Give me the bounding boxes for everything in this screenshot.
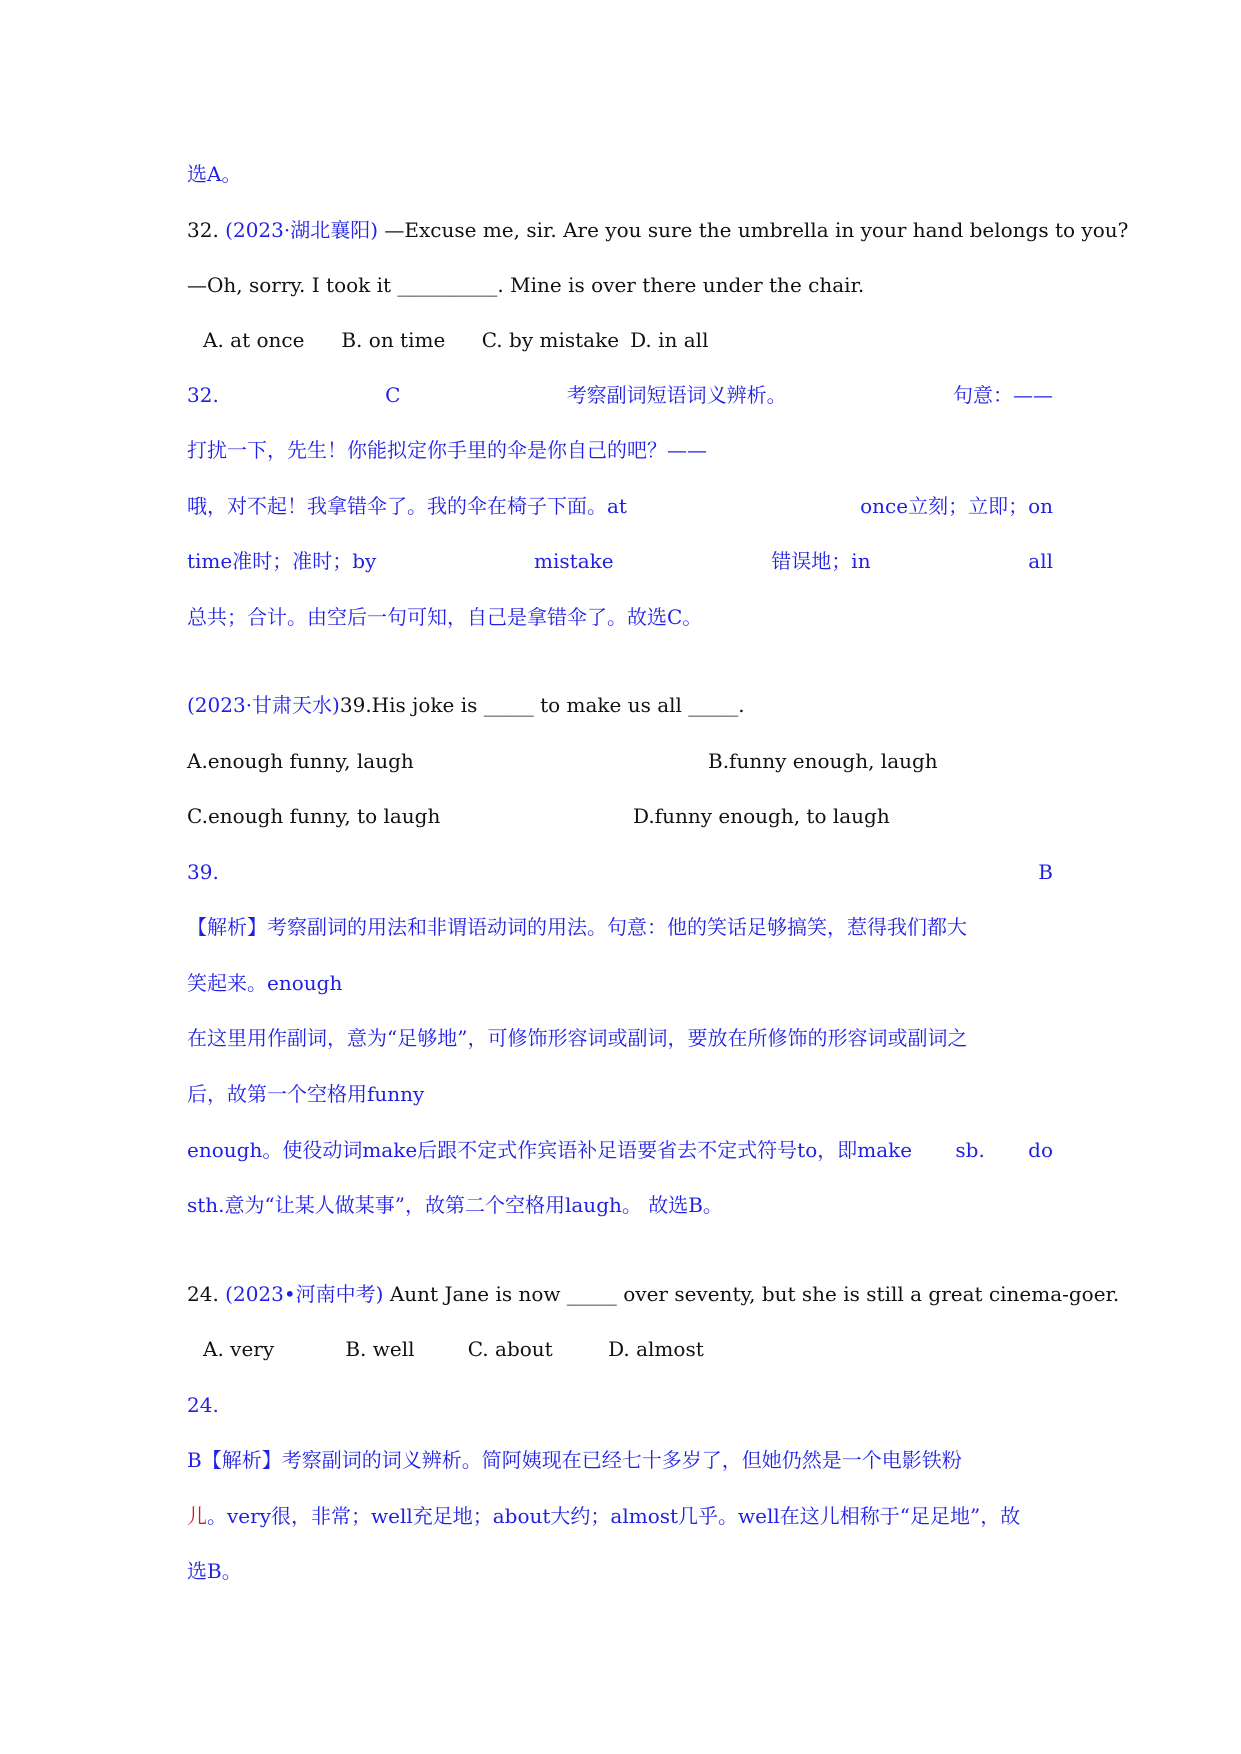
q32-answer-line4-a: time准时；准时；by bbox=[187, 549, 377, 573]
q24-answer-number: 24. bbox=[187, 1393, 219, 1417]
q39-options-row2 bbox=[187, 796, 1053, 836]
q24-option-d: D. almost bbox=[608, 1337, 704, 1361]
q32-option-c: C. by mistake bbox=[481, 328, 620, 352]
q39-stem bbox=[187, 685, 1053, 725]
q32-answer-letter: C bbox=[385, 383, 401, 407]
q24-stem bbox=[187, 1274, 1120, 1314]
q32-answer-line4-d: all bbox=[1028, 549, 1053, 573]
q32-source: (2023·湖北襄阳) bbox=[225, 218, 379, 242]
q24-source: (2023•河南中考) bbox=[225, 1282, 384, 1306]
q32-answer-meaning-label: 句意：—— bbox=[952, 383, 1053, 407]
q24-answer-line2 bbox=[187, 1496, 1053, 1536]
prev-answer-tail: 选A。 bbox=[187, 162, 242, 186]
q32-options bbox=[203, 320, 1069, 360]
q39-answer-line7: sth.意为“让某人做某事”，故第二个空格用laugh。 故选B。 bbox=[187, 1193, 723, 1217]
q32-answer-line4 bbox=[187, 541, 1053, 581]
q24-answer-red-char: 儿 bbox=[187, 1504, 207, 1528]
q39-answer-line6 bbox=[187, 1130, 1053, 1170]
q39-option-c: C.enough funny, to laugh bbox=[187, 804, 441, 828]
q39-answer-line6-c: do bbox=[1028, 1138, 1053, 1162]
q39-answer-line6-a: enough。使役动词make后跟不定式作宾语补足语要省去不定式符号to，即make bbox=[187, 1138, 913, 1162]
q32-option-a: A. at once bbox=[203, 328, 305, 352]
q24-answer-line1: B【解析】考察副词的词义辨析。简阿姨现在已经七十多岁了，但她仍然是一个电影铁粉 bbox=[187, 1448, 962, 1472]
q32-answer-line5: 总共；合计。由空后一句可知，自己是拿错伞了。故选C。 bbox=[187, 605, 703, 629]
q24-option-b: B. well bbox=[345, 1337, 415, 1361]
q39-option-d: D.funny enough, to laugh bbox=[633, 804, 890, 828]
q24-stem-text: Aunt Jane is now _____ over seventy, but she is still a great cinema-goer. bbox=[389, 1282, 1120, 1306]
q32-answer-line1 bbox=[187, 375, 1053, 415]
q32-answer-line2: 打扰一下，先生！你能拟定你手里的伞是你自己的吧？—— bbox=[187, 438, 707, 462]
q39-options-row1 bbox=[187, 741, 1053, 781]
q32-answer-line4-b: mistake bbox=[534, 549, 614, 573]
q32-answer-number: 32. bbox=[187, 383, 219, 407]
q24-options bbox=[203, 1329, 1069, 1369]
q39-answer-line5: 后，故第一个空格用funny bbox=[187, 1082, 425, 1106]
q39-answer-number: 39. bbox=[187, 860, 219, 884]
q32-option-b: B. on time bbox=[341, 328, 446, 352]
q32-stem2-before: —Oh, sorry. I took it bbox=[187, 273, 392, 297]
q39-answer-line1 bbox=[187, 852, 1053, 892]
q39-option-a: A.enough funny, laugh bbox=[187, 749, 414, 773]
q39-source: (2023·甘肃天水) bbox=[187, 693, 340, 717]
q39-answer-line4: 在这里用作副词，意为“足够地”，可修饰形容词或副词，要放在所修饰的形容词或副词之 bbox=[187, 1026, 968, 1050]
q39-answer-line3: 笑起来。enough bbox=[187, 971, 343, 995]
q32-answer-topic: 考察副词短语词义辨析。 bbox=[566, 383, 787, 407]
q32-stem2-after: . Mine is over there under the chair. bbox=[497, 273, 865, 297]
q32-number: 32. bbox=[187, 218, 219, 242]
q32-answer-line3-a: 哦，对不起！我拿错伞了。我的伞在椅子下面。at bbox=[187, 494, 627, 518]
q32-blank: __________ bbox=[397, 273, 498, 297]
q32-answer-line3-b: once立刻；立即；on bbox=[860, 494, 1053, 518]
q32-answer-line3 bbox=[187, 486, 1053, 526]
q32-option-d: D. in all bbox=[630, 328, 709, 352]
q39-stem-text: 39.His joke is _____ to make us all _____. bbox=[339, 693, 745, 717]
q32-stem-line1 bbox=[187, 210, 1129, 250]
q39-answer-letter: B bbox=[1038, 860, 1053, 884]
q32-answer-line4-c: 错误地；in bbox=[771, 549, 871, 573]
q24-answer-line3: 选B。 bbox=[187, 1559, 242, 1583]
q39-answer-line6-b: sb. bbox=[955, 1138, 985, 1162]
q24-option-a: A. very bbox=[203, 1337, 275, 1361]
q39-answer-line2: 【解析】考察副词的用法和非谓语动词的用法。句意：他的笑话足够搞笑，惹得我们都大 bbox=[187, 915, 967, 939]
q32-stem1: —Excuse me, sir. Are you sure the umbrella in your hand belongs to you? bbox=[384, 218, 1129, 242]
q24-number: 24. bbox=[187, 1282, 219, 1306]
q24-option-c: C. about bbox=[467, 1337, 553, 1361]
q32-stem-line2 bbox=[187, 265, 1053, 305]
q24-answer-line2-rest: 。very很，非常；well充足地；about大约；almost几乎。well在这儿相称于“足足地”，故 bbox=[207, 1504, 1021, 1528]
q39-option-b: B.funny enough, laugh bbox=[708, 749, 938, 773]
